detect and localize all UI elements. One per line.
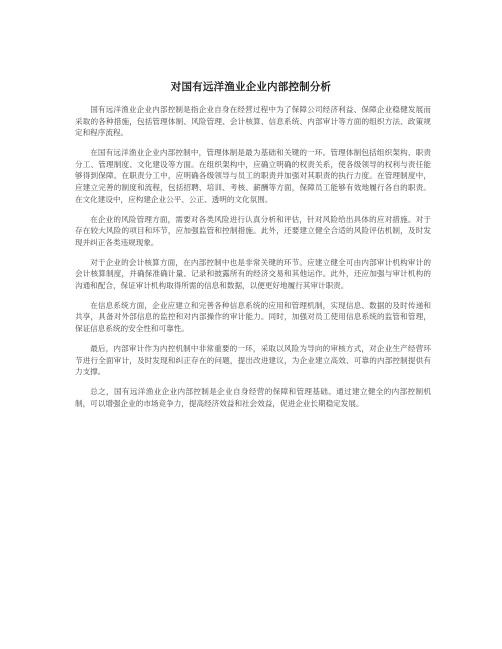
paragraph-2: 在国有远洋渔业企业内部控制中，管理体制是最为基础和关键的一环。管理体制包括组织架构、职责分工、管理制度、文化建设等方面。在组织架构中，应确立明确的权责关系，使各级领导的权利与责任能够得到保障。在职责分工中，应明确各级领导与员工的职责并加强对其职责的执行力度。在管理制度中，应建立完善的制度和流程，包括招聘、培训、考核、薪酬等方面，保障员工能够有效地履行各自的职责。在文化建设中，应构建企业公平、公正、透明的文化氛围。 — [75, 148, 431, 204]
paragraph-1: 国有远洋渔业企业内部控制是指企业自身在经营过程中为了保障公司经济利益、保障企业稳健发展而采取的各种措施，包括管理体制、风险管理、会计核算、信息系统、内部审计等方面的组织方法、政策规定和程序流程。 — [75, 105, 431, 138]
paragraph-7: 总之，国有远洋渔业企业内部控制是企业自身经营的保障和管理基础。通过建立健全的内部控制机制，可以增强企业的市场竞争力，提高经济效益和社会效益，促进企业长期稳定发展。 — [75, 387, 431, 408]
paragraph-3: 在企业的风险管理方面，需要对各类风险进行认真分析和评估，针对风险给出具体的应对措施。对于存在较大风险的项目和环节，应加强监管和控制措施。此外，还要建立健全合适的风险评估机制，及时发现并纠正各类违规现象。 — [75, 214, 431, 247]
paragraph-5: 在信息系统方面，企业应建立和完善各种信息系统的应用和管理机制，实现信息、数据的及时传递和共享，具备对外部信息的监控和对内部操作的审计能力。同时，加强对员工使用信息系统的监管和管理，保证信息系统的安全性和可靠性。 — [75, 300, 431, 334]
document-body — [75, 104, 431, 418]
paragraph-6: 最后，内部审计作为内控机制中非常重要的一环，采取以风险为导向的审核方式，对企业生产经营环节进行全面审计，及时发现和纠正存在的问题，提出改进建议，为企业建立高效、可靠的内部控制提供有力支撑。 — [75, 344, 431, 377]
paragraph-4: 对于企业的会计核算方面，在内部控制中也是非常关键的环节。应建立健全可由内部审计机构审计的会计核算制度，并确保准确计量、记录和披露所有的经济交易和其他运作。此外，还应加强与审计机构的沟通和配合，保证审计机构取得所需的信息和数据，以便更好地履行其审计职责。 — [75, 257, 431, 290]
document-title: 对国有远洋渔业企业内部控制分析 — [170, 81, 332, 93]
